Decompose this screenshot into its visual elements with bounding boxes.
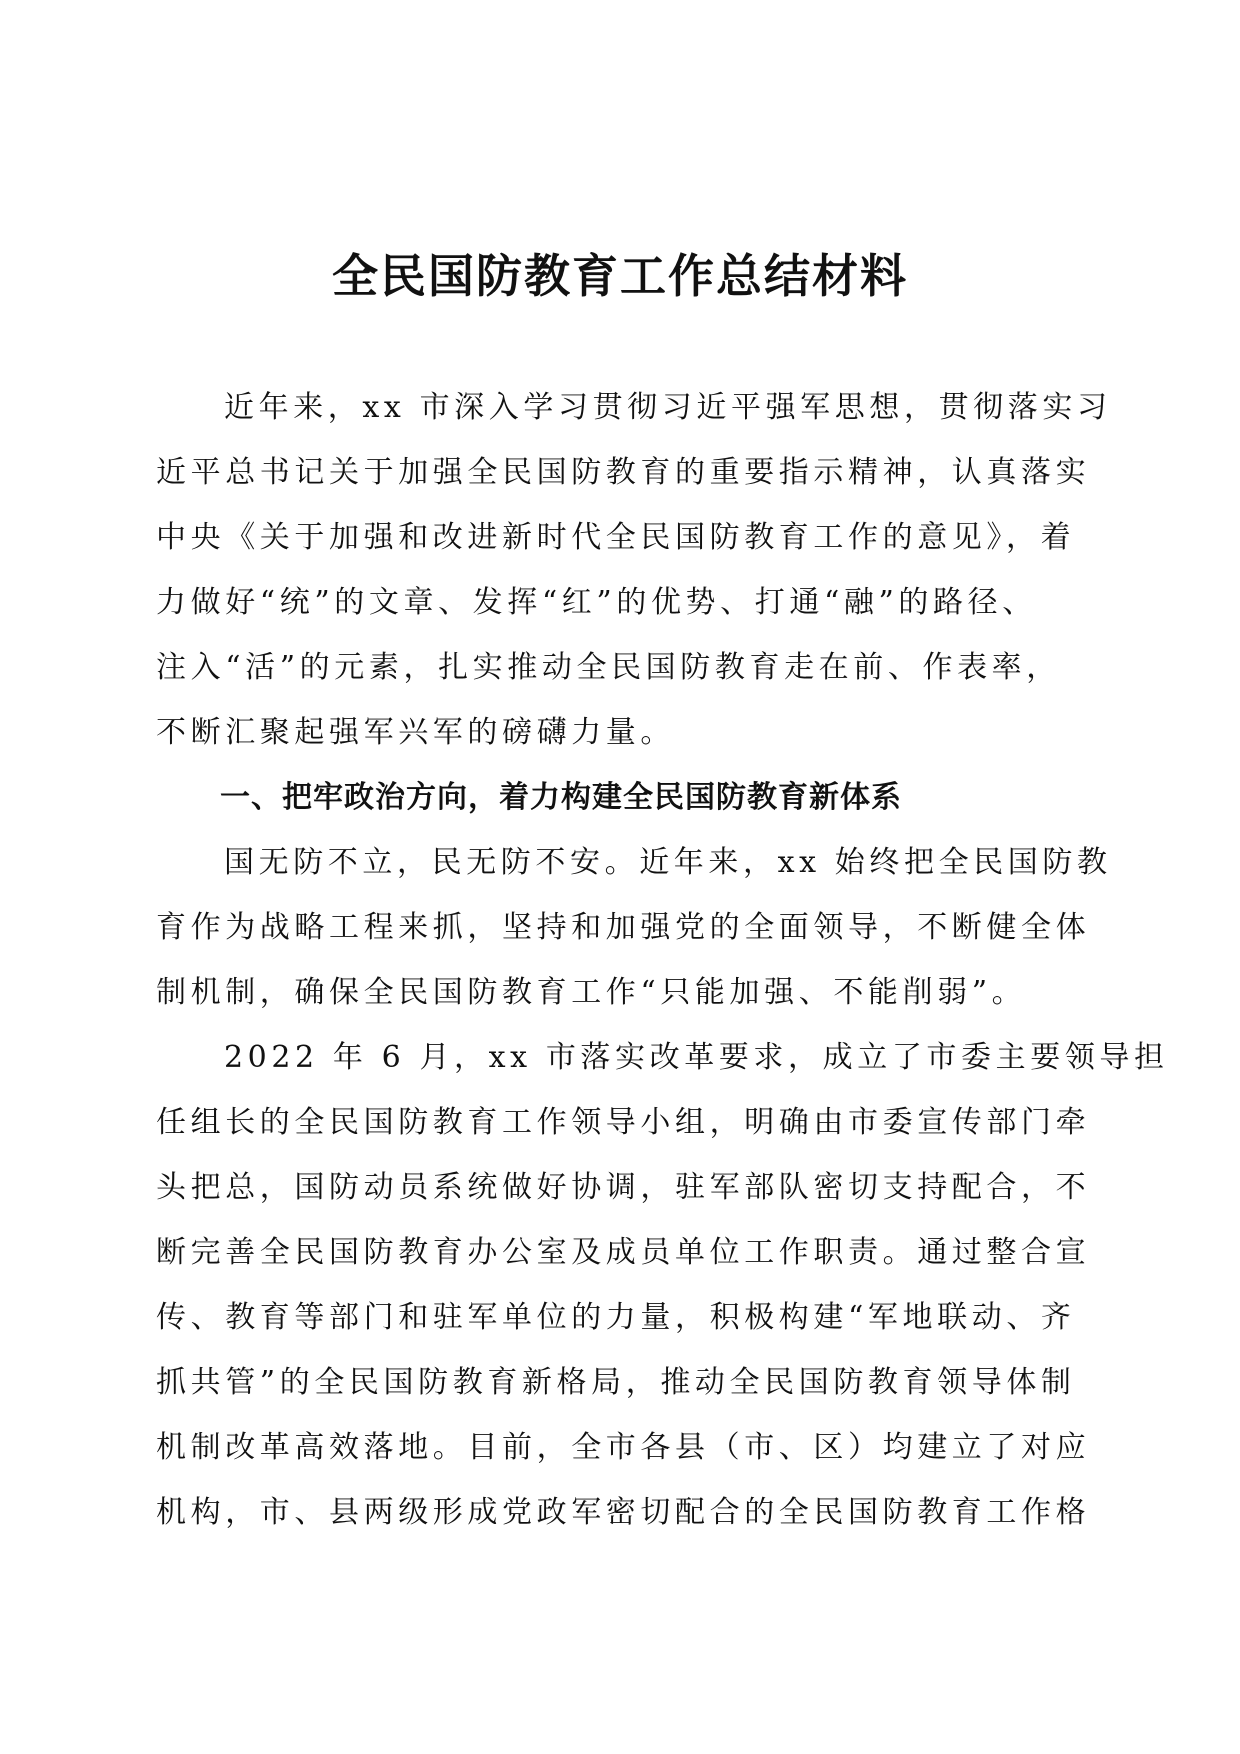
paragraph-line: 注入“活”的元素，扎实推动全民国防教育走在前、作表率， (156, 650, 1061, 685)
document-title: 全民国防教育工作总结材料 (332, 249, 908, 303)
paragraph-line: 机制改革高效落地。目前，全市各县（市、区）均建立了对应 (156, 1430, 1091, 1465)
paragraph-line: 头把总，国防动员系统做好协调，驻军部队密切支持配合，不 (156, 1170, 1091, 1205)
paragraph-line: 机构，市、县两级形成党政军密切配合的全民国防教育工作格 (156, 1495, 1091, 1530)
paragraph-line: 近平总书记关于加强全民国防教育的重要指示精神，认真落实 (156, 455, 1091, 490)
paragraph-line: 国无防不立，民无防不安。近年来，xx 始终把全民国防教 (224, 845, 1112, 880)
paragraph-line: 任组长的全民国防教育工作领导小组，明确由市委宣传部门牵 (156, 1105, 1091, 1140)
paragraph-line: 2022 年 6 月，xx 市落实改革要求，成立了市委主要领导担 (224, 1040, 1169, 1075)
paragraph-line: 近年来，xx 市深入学习贯彻习近平强军思想，贯彻落实习 (224, 390, 1112, 425)
paragraph-line: 育作为战略工程来抓，坚持和加强党的全面领导，不断健全体 (156, 910, 1091, 945)
paragraph-line: 中央《关于加强和改进新时代全民国防教育工作的意见》，着 (156, 520, 1076, 555)
paragraph-line: 力做好“统”的文章、发挥“红”的优势、打通“融”的路径、 (156, 585, 1037, 620)
section-heading: 一、把牢政治方向，着力构建全民国防教育新体系 (220, 780, 902, 815)
paragraph-line: 传、教育等部门和驻军单位的力量，积极构建“军地联动、齐 (156, 1300, 1076, 1335)
paragraph-line: 抓共管”的全民国防教育新格局，推动全民国防教育领导体制 (156, 1365, 1076, 1400)
paragraph-line: 制机制，确保全民国防教育工作“只能加强、不能削弱”。 (156, 975, 1027, 1010)
paragraph-line: 断完善全民国防教育办公室及成员单位工作职责。通过整合宣 (156, 1235, 1091, 1270)
paragraph-line: 不断汇聚起强军兴军的磅礴力量。 (156, 715, 675, 750)
